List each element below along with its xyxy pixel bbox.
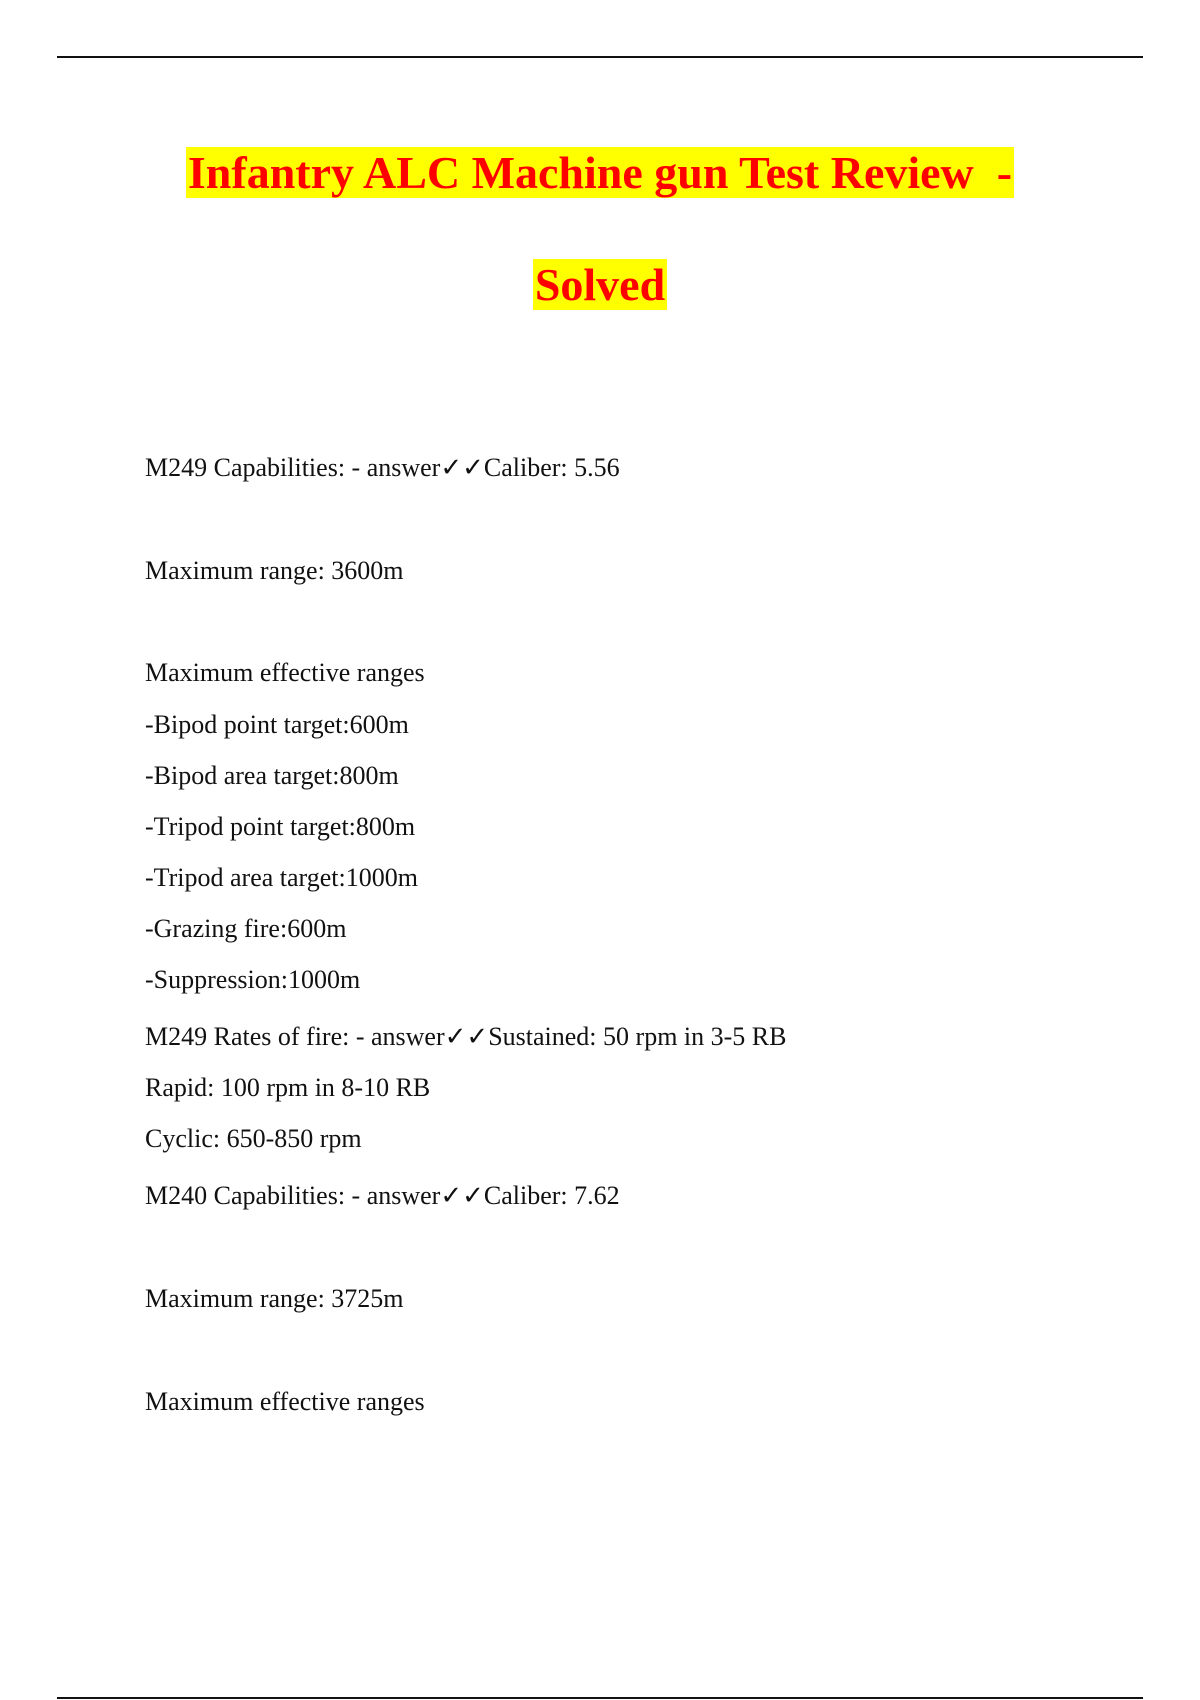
text-line: M249 Rates of fire: - answer✓✓Sustained: 50 rpm in 3-5 RB <box>145 1022 787 1051</box>
text-line: M240 Capabilities: - answer✓✓Caliber: 7.62 <box>145 1181 620 1210</box>
page-title-line-1 <box>0 144 1200 202</box>
text-line: -Bipod area target:800m <box>145 761 399 790</box>
text-line: Cyclic: 650-850 rpm <box>145 1124 362 1153</box>
text-line: -Suppression:1000m <box>145 965 361 994</box>
text-line: -Bipod point target:600m <box>145 710 409 739</box>
text-line: M249 Capabilities: - answer✓✓Caliber: 5.56 <box>145 453 620 482</box>
page-title-line-2 <box>0 256 1200 314</box>
title-highlight-1: Infantry ALC Machine gun Test Review - <box>187 147 1013 198</box>
text-line: Maximum range: 3600m <box>145 556 404 585</box>
text-line: -Tripod point target:800m <box>145 812 416 841</box>
text-line: Maximum effective ranges <box>145 1387 425 1416</box>
text-line: Maximum effective ranges <box>145 658 425 687</box>
text-line: -Tripod area target:1000m <box>145 863 418 892</box>
text-line: -Grazing fire:600m <box>145 914 347 943</box>
title-highlight-2: Solved <box>534 259 666 310</box>
text-line: Rapid: 100 rpm in 8-10 RB <box>145 1073 431 1102</box>
bottom-rule <box>57 1697 1143 1699</box>
top-rule <box>57 56 1143 58</box>
text-line: Maximum range: 3725m <box>145 1284 404 1313</box>
